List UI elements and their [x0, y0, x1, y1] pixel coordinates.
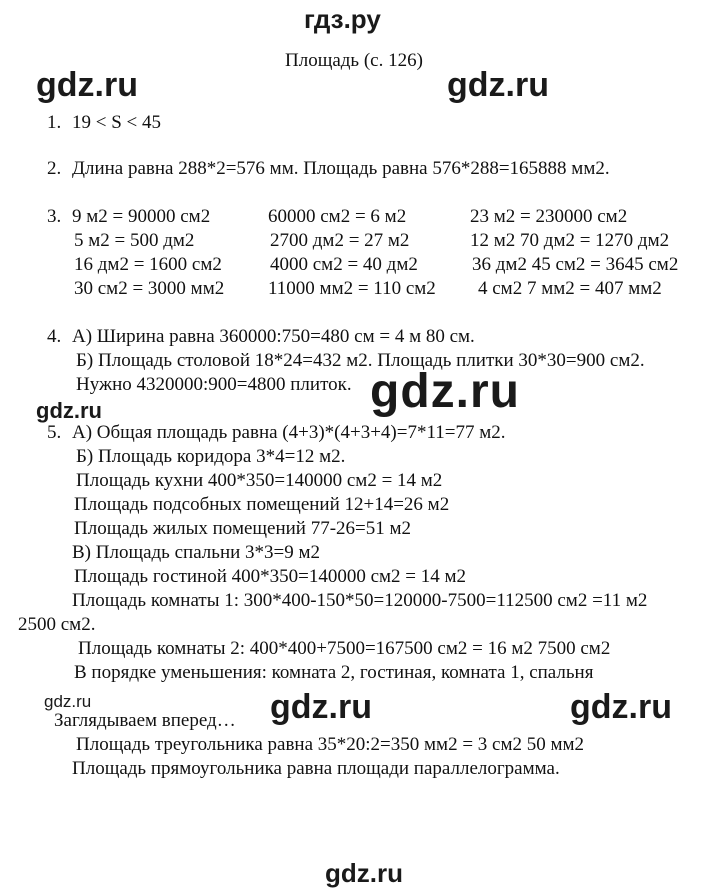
- task-3-item: 5 м2 = 500 дм2: [74, 230, 195, 251]
- task-5-line: Площадь подсобных помещений 12+14=26 м2: [74, 494, 450, 515]
- task-3-item: 60000 см2 = 6 м2: [268, 206, 407, 227]
- watermark-top: гдз.ру: [304, 4, 381, 34]
- task-4-line: А) Ширина равна 360000:750=480 см = 4 м 80 см.: [72, 326, 475, 347]
- task-5-line: А) Общая площадь равна (4+3)*(4+3+4)=7*11=77 м2.: [72, 422, 506, 443]
- task-3-item: 12 м2 70 дм2 = 1270 дм2: [470, 230, 670, 251]
- task-3-item: 11000 мм2 = 110 см2: [268, 278, 436, 299]
- task-5-number: 5.: [47, 422, 62, 443]
- task-5-line: Площадь комнаты 2: 400*400+7500=167500 см2 = 16 м2 7500 см2: [78, 638, 611, 659]
- task-3-item: 30 см2 = 3000 мм2: [74, 278, 225, 299]
- task-5-line: Б) Площадь коридора 3*4=12 м2.: [76, 446, 346, 467]
- watermark-center-big: gdz.ru: [370, 365, 520, 418]
- task-5-line: Площадь гостиной 400*350=140000 см2 = 14 м2: [74, 566, 467, 587]
- task-3-item: 23 м2 = 230000 см2: [470, 206, 628, 227]
- task-3-item: 16 дм2 = 1600 см2: [74, 254, 222, 275]
- task-2-number: 2.: [47, 158, 62, 179]
- task-5-line: 2500 см2.: [18, 614, 96, 635]
- task-5-line: Площадь комнаты 1: 300*400-150*50=120000-7500=112500 см2 =11 м2: [72, 590, 648, 611]
- task-1-text: 19 < S < 45: [72, 112, 161, 133]
- task-3-item: 9 м2 = 90000 см2: [72, 206, 211, 227]
- task-3-item: 4 см2 7 мм2 = 407 мм2: [478, 278, 662, 299]
- lookahead-heading: Заглядываем вперед…: [54, 710, 236, 731]
- task-3-item: 4000 см2 = 40 дм2: [270, 254, 418, 275]
- task-1-number: 1.: [47, 112, 62, 133]
- lookahead-line: Площадь треугольника равна 35*20:2=350 мм2 = 3 см2 50 мм2: [76, 734, 585, 755]
- task-4-line: Нужно 4320000:900=4800 плиток.: [76, 374, 352, 395]
- watermark-bottom: gdz.ru: [325, 858, 403, 888]
- task-5-line: В) Площадь спальни 3*3=9 м2: [72, 542, 321, 563]
- task-4-line: Б) Площадь столовой 18*24=432 м2. Площадь плитки 30*30=900 см2.: [76, 350, 645, 371]
- task-3-number: 3.: [47, 206, 62, 227]
- task-3-item: 36 дм2 45 см2 = 3645 см2: [472, 254, 679, 275]
- task-5-line: Площадь жилых помещений 77-26=51 м2: [74, 518, 412, 539]
- task-3-item: 2700 дм2 = 27 м2: [270, 230, 410, 251]
- task-2-text: Длина равна 288*2=576 мм. Площадь равна 576*288=165888 мм2.: [72, 158, 610, 179]
- watermark-right-top: gdz.ru: [447, 66, 549, 104]
- task-5-line: Площадь кухни 400*350=140000 см2 = 14 м2: [76, 470, 443, 491]
- task-5-line: В порядке уменьшения: комната 2, гостиная, комната 1, спальня: [74, 662, 594, 683]
- watermark-left-tiny: gdz.ru: [44, 692, 92, 711]
- watermark-left-top: gdz.ru: [36, 66, 138, 104]
- watermark-right-lower: gdz.ru: [570, 688, 672, 726]
- lookahead-line: Площадь прямоугольника равна площади параллелограмма.: [72, 758, 560, 779]
- watermark-left-small: gdz.ru: [36, 398, 102, 423]
- page-title: Площадь (с. 126): [285, 50, 423, 71]
- watermark-mid-lower: gdz.ru: [270, 688, 372, 726]
- task-4-number: 4.: [47, 326, 62, 347]
